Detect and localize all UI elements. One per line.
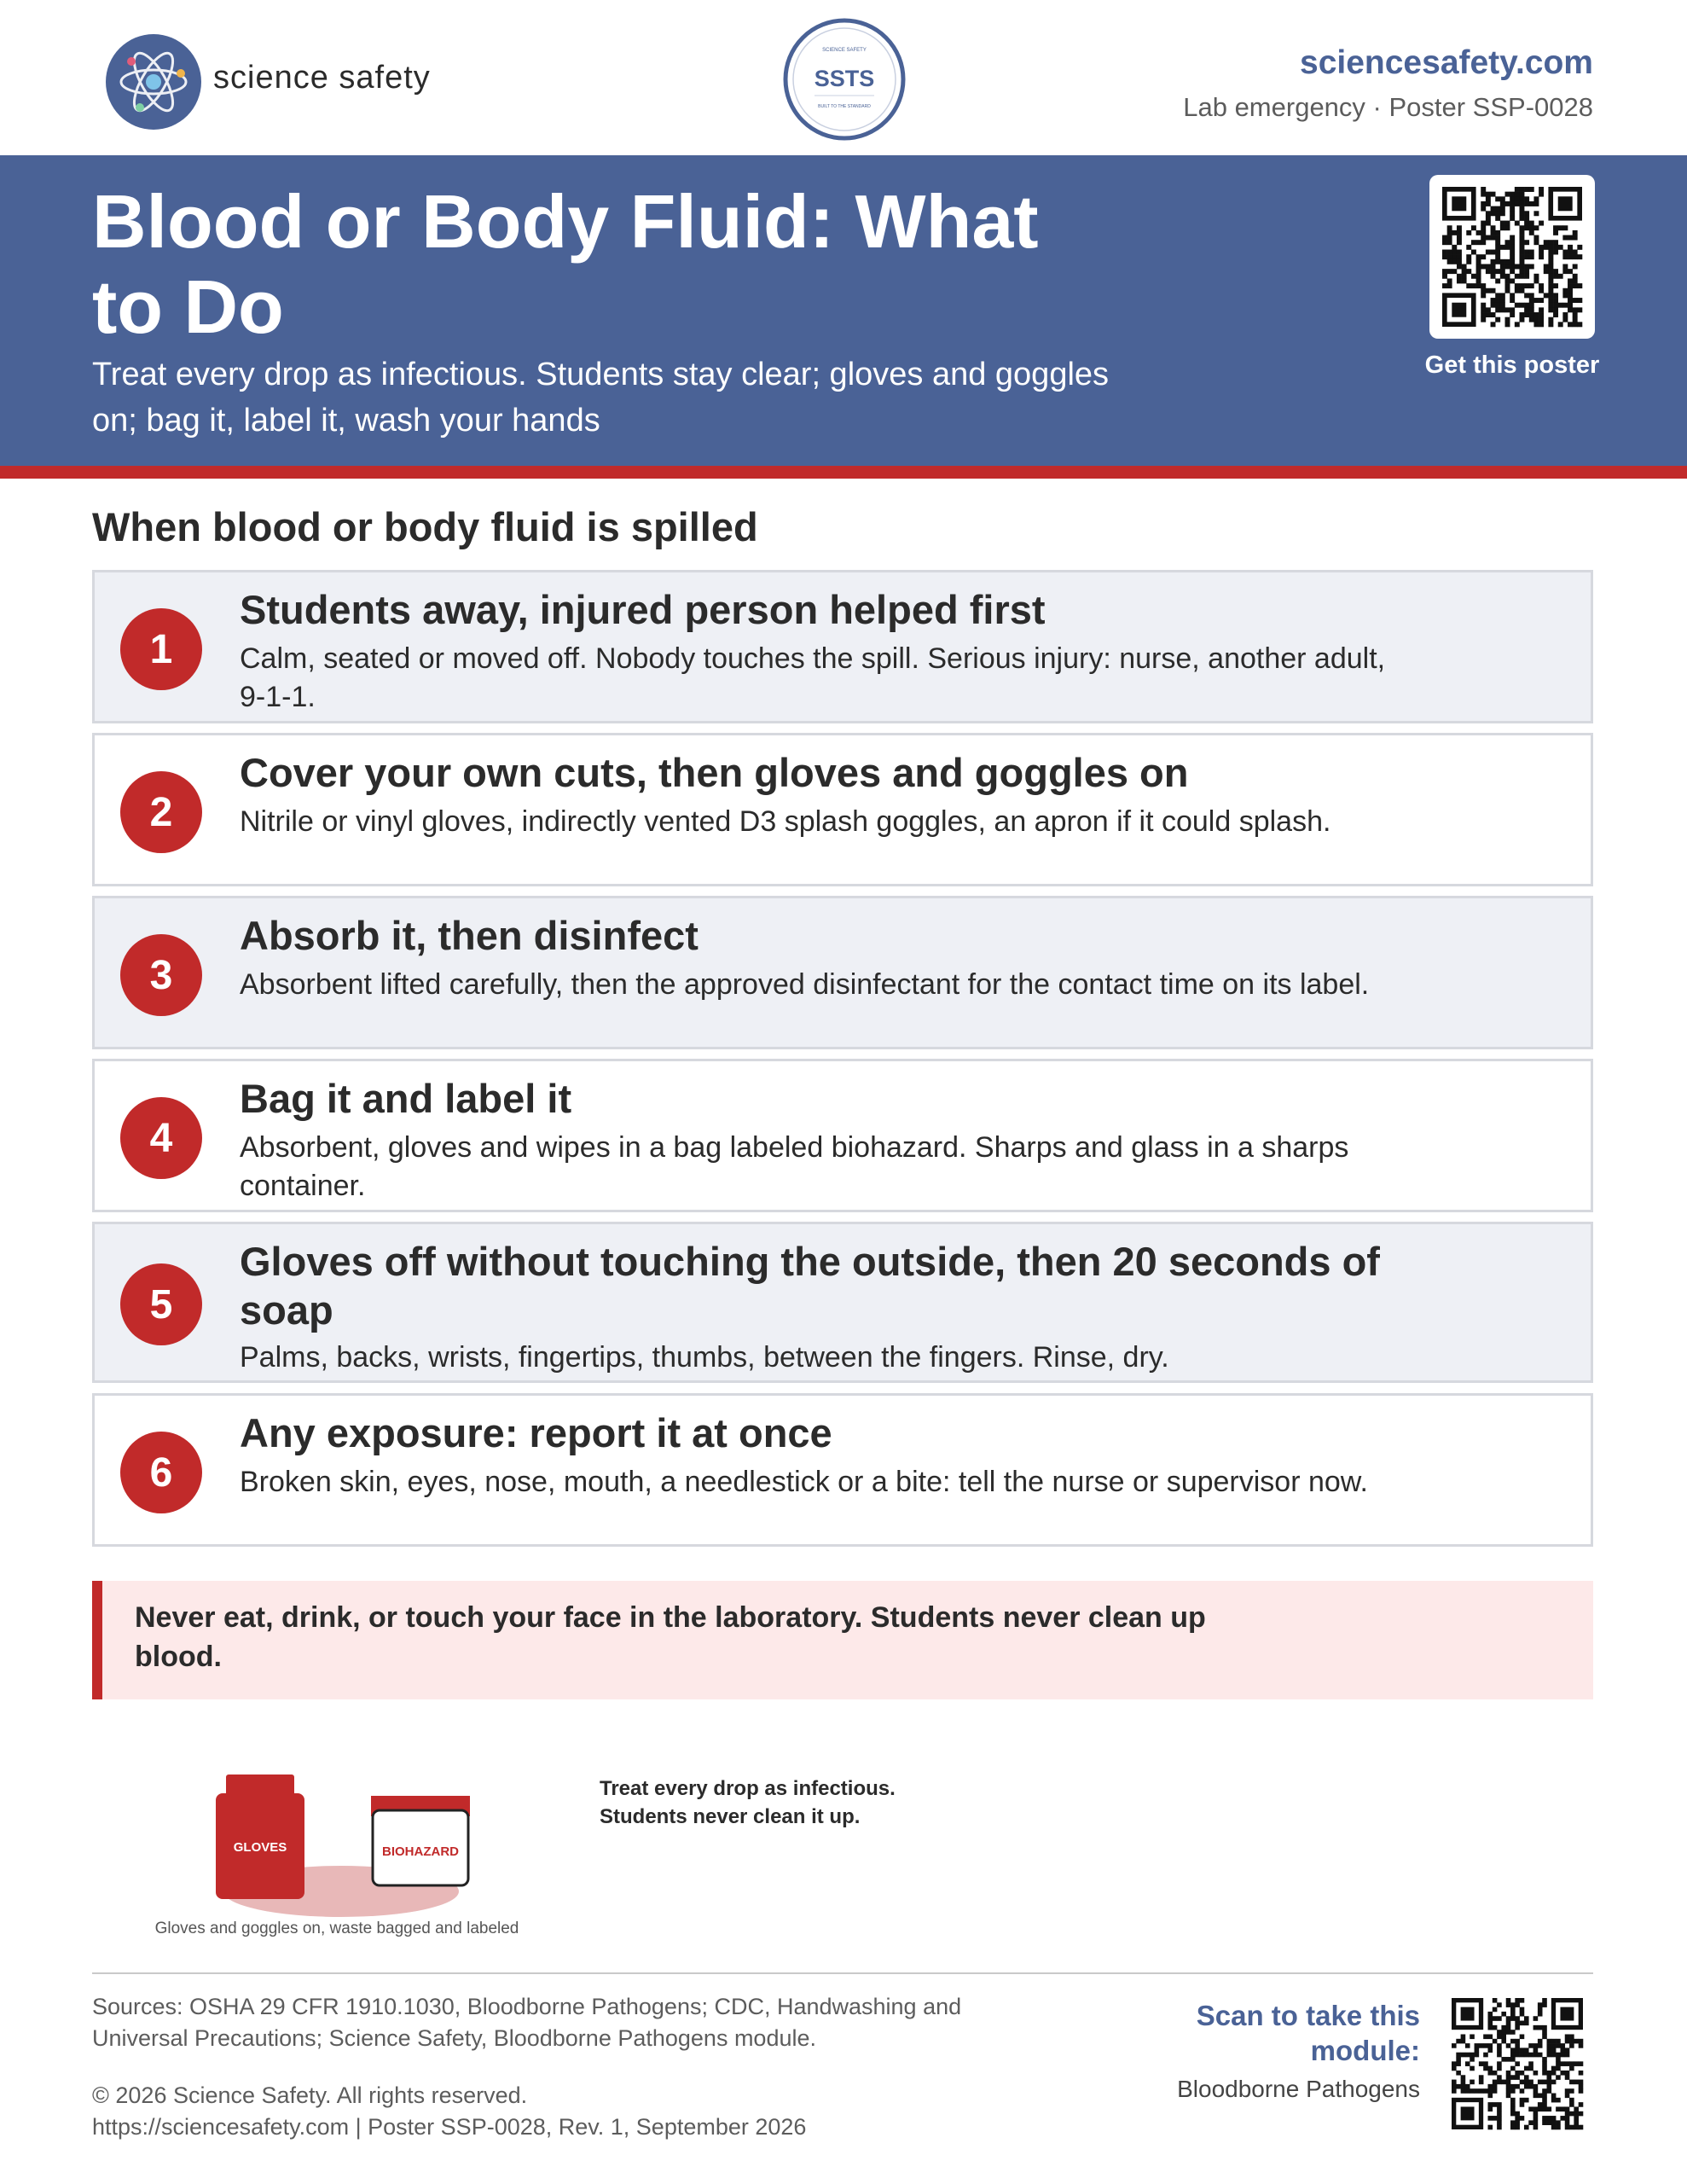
step-title: Gloves off without touching the outside, then 20 seconds of soap — [240, 1239, 1380, 1333]
step-description: Nitrile or vinyl gloves, indirectly vented D3 splash goggles, an apron if it could splash. — [240, 805, 1331, 838]
page-subtitle: Treat every drop as infectious. Students stay clear; gloves and goggles on; bag it, label it, wash your hands — [92, 357, 1110, 439]
seal-bottom-text: BUILT TO THE STANDARD — [818, 104, 871, 109]
brand-name: science safety — [213, 60, 431, 96]
step-title: Students away, injured person helped first — [240, 587, 1046, 632]
copyright-text: © 2026 Science Safety. All rights reserved. — [92, 2082, 528, 2108]
qr-code-icon — [1429, 175, 1595, 339]
seal-top-text: SCIENCE SAFETY — [822, 48, 867, 53]
warning-accent-bar — [92, 1581, 102, 1699]
qr-label: Get this poster — [1424, 351, 1600, 379]
illustration-note-line-2: Students never clean it up. — [600, 1805, 861, 1828]
scan-module-name: Bloodborne Pathogens — [1177, 2076, 1420, 2102]
illustration-note — [600, 1774, 1026, 1831]
module-qr-code-icon[interactable] — [1450, 1996, 1585, 2131]
step-number-badge: 3 — [120, 934, 202, 1016]
poster-meta: Lab emergency · Poster SSP-0028 — [1183, 92, 1593, 122]
seal-text: SSTS — [814, 66, 875, 91]
step-title: Absorb it, then disinfect — [240, 913, 699, 958]
illustration-note-line-1: Treat every drop as infectious. — [600, 1777, 896, 1800]
illustration-caption: Gloves and goggles on, waste bagged and labeled — [154, 1920, 519, 1937]
warning-text: Never eat, drink, or touch your face in the laboratory. Students never clean up blood. — [135, 1601, 1206, 1673]
science-safety-logo — [106, 34, 201, 130]
step-title: Any exposure: report it at once — [240, 1410, 832, 1455]
step-description: Calm, seated or moved off. Nobody touches the spill. Serious injury: nurse, another adult, 9-1-1. — [240, 642, 1386, 713]
step-description: Broken skin, eyes, nose, mouth, a needlestick or a bite: tell the nurse or supervisor now. — [240, 1466, 1368, 1498]
step-description: Absorbent, gloves and wipes in a bag labeled biohazard. Sharps and glass in a sharps container. — [240, 1131, 1349, 1202]
gloves-biohazard-illustration — [196, 1766, 486, 1928]
step-title: Bag it and label it — [240, 1076, 572, 1121]
site-url-link[interactable]: sciencesafety.com — [1300, 44, 1593, 81]
step-card-2 — [92, 733, 1593, 886]
step-number-badge: 2 — [120, 771, 202, 853]
step-card-4 — [92, 1059, 1593, 1212]
step-number-badge: 4 — [120, 1097, 202, 1179]
scan-cta: Scan to take this module: — [1196, 2000, 1420, 2066]
step-card-6 — [92, 1393, 1593, 1547]
step-number-badge: 1 — [120, 608, 202, 690]
ssts-seal-icon — [782, 17, 907, 142]
poster-qr-code[interactable] — [1429, 175, 1595, 339]
step-description: Palms, backs, wrists, fingertips, thumbs, between the fingers. Rinse, dry. — [240, 1341, 1169, 1374]
sources-text: Sources: OSHA 29 CFR 1910.1030, Bloodborne Pathogens; CDC, Handwashing and Universal Precautions; Science Safety, Bloodborne Pathogens module. — [92, 1994, 962, 2051]
step-card-5 — [92, 1222, 1593, 1383]
step-card-3 — [92, 896, 1593, 1049]
page-title: Blood or Body Fluid: What to Do — [92, 179, 1039, 349]
footer-divider — [92, 1972, 1593, 1974]
banner-accent-stripe — [0, 466, 1687, 479]
biohazard-label: BIOHAZARD — [382, 1844, 459, 1859]
footer-url-line[interactable]: https://sciencesafety.com | Poster SSP-0028, Rev. 1, September 2026 — [92, 2114, 807, 2140]
step-card-1 — [92, 570, 1593, 723]
step-number-badge: 6 — [120, 1432, 202, 1513]
step-description: Absorbent lifted carefully, then the approved disinfectant for the contact time on its label. — [240, 968, 1370, 1001]
section-heading: When blood or body fluid is spilled — [92, 504, 758, 549]
step-title: Cover your own cuts, then gloves and goggles on — [240, 750, 1189, 795]
gloves-label: GLOVES — [233, 1840, 287, 1855]
step-number-badge: 5 — [120, 1263, 202, 1345]
